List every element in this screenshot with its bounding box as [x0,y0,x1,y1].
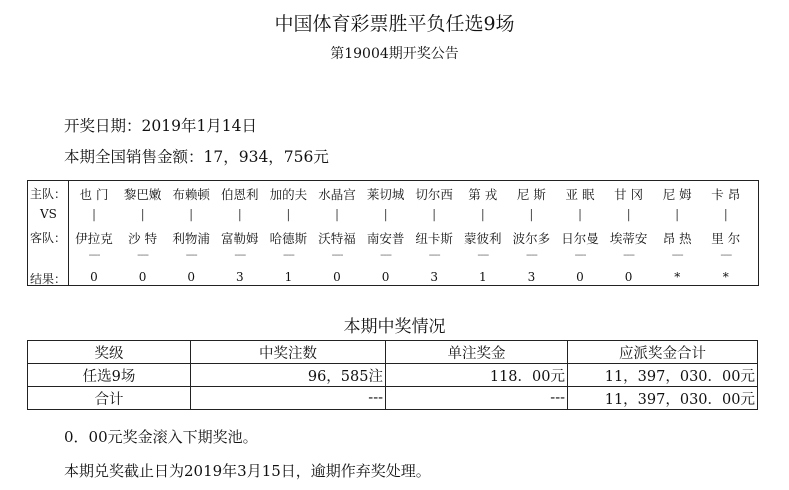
match-column [702,181,750,285]
match-result: 0 [138,270,147,284]
vs-separator: | [189,207,194,221]
winning-bets-cell: 96，585注 [191,364,386,387]
match-column [410,181,458,285]
away-team-name: 南安普 [366,231,405,246]
match-result: 3 [235,270,244,284]
away-team-name: 日尔曼 [561,231,599,246]
match-result: 0 [624,270,633,284]
match-list-box [27,180,759,286]
total-payout-cell: 11，397，030．00元 [568,364,758,387]
away-team-row-label: 客队： [30,231,67,245]
column-header-prize-per-bet: 单注奖金 [386,341,568,364]
dash-separator: ---- [137,248,149,261]
match-column [653,181,701,285]
home-team-name: 亚 眠 [565,187,595,202]
away-team-name: 富勒姆 [221,231,259,246]
dash-separator: ---- [477,248,489,261]
vs-separator: | [432,207,437,221]
home-team-name: 也 门 [79,187,109,202]
match-result: 0 [90,270,98,284]
home-team-name: 切尔西 [415,187,453,202]
away-team-name: 哈德斯 [269,231,308,246]
prize-table [27,340,758,410]
match-column [70,181,118,285]
vs-separator: | [723,207,728,221]
vs-separator: | [140,207,145,221]
match-column [362,181,410,285]
page-title: 中国体育彩票胜平负任选9场 [274,13,515,35]
match-column [556,181,604,285]
home-team-name: 甘 冈 [614,187,644,202]
match-column [313,181,361,285]
match-column [264,181,312,285]
dash-separator: ---- [380,248,392,261]
column-header-winning-bets: 中奖注数 [191,341,386,364]
home-team-name: 莱切城 [366,187,405,202]
match-result: * [722,270,729,284]
prize-table-header-row [28,341,758,364]
away-team-name: 沃特福 [318,231,356,246]
result-row-label: 结果： [30,272,67,286]
dash-separator: ---- [525,248,537,261]
dash-separator: ---- [88,248,100,261]
away-team-name: 利物浦 [172,231,210,246]
match-result: 0 [576,270,584,284]
dash-separator: ---- [574,248,586,261]
rollover-note: 0．00元奖金滚入下期奖池。 [64,428,258,446]
match-column [459,181,507,285]
away-team-name: 伊拉克 [75,231,113,246]
away-team-name: 埃蒂安 [609,231,648,246]
table-row [28,364,758,387]
claim-deadline-note: 本期兑奖截止日为2019年3月15日，逾期作弃奖处理。 [64,462,431,480]
home-team-name: 尼 姆 [662,187,692,202]
vs-separator: | [286,207,291,221]
prize-per-bet-cell: 118．00元 [386,364,568,387]
vs-separator: | [237,207,242,221]
match-column [507,181,555,285]
away-team-name: 蒙彼利 [464,231,502,246]
dash-separator: ---- [623,248,635,261]
dash-separator: ---- [282,248,294,261]
match-result: 1 [284,270,293,284]
prize-level-cell: 任选9场 [28,364,191,387]
match-result: 1 [478,270,487,284]
match-result: 3 [527,270,536,284]
column-header-prize-level: 奖级 [28,341,191,364]
prize-per-bet-cell: --- [386,387,568,410]
vs-separator: | [626,207,631,221]
home-team-name: 卡 昂 [711,187,741,202]
away-team-name: 波尔多 [512,231,551,246]
vs-separator: | [529,207,534,221]
vs-separator: | [91,207,97,221]
dash-separator: ---- [428,248,440,261]
home-team-name: 黎巴嫩 [123,187,162,202]
dash-separator: ---- [331,248,343,261]
match-result: 0 [381,270,390,284]
home-team-name: 加的夫 [269,187,308,202]
match-column [119,181,167,285]
winning-bets-cell: --- [191,387,386,410]
prize-level-cell: 合计 [28,387,191,410]
vs-separator: | [334,207,340,221]
away-team-name: 沙 特 [128,231,158,246]
dash-separator: ---- [720,248,732,261]
vs-separator: | [480,207,485,221]
prize-section-heading: 本期中奖情况 [343,317,446,337]
table-row [28,387,758,410]
match-column [605,181,653,285]
home-team-name: 伯恩利 [221,187,259,202]
vs-separator: | [577,207,583,221]
home-team-name: 布赖顿 [172,187,210,202]
match-column [167,181,215,285]
away-team-name: 昂 热 [662,231,692,246]
dash-separator: ---- [671,248,683,261]
vs-row-label: VS [40,207,57,221]
national-sales-text: 本期全国销售金额：17，934，756元 [64,148,329,166]
match-result: 3 [430,270,438,284]
match-result: * [674,270,681,284]
match-result: 0 [187,270,195,284]
total-payout-cell: 11，397，030．00元 [568,387,758,410]
vs-separator: | [383,207,388,221]
home-team-name: 第 戎 [468,187,498,202]
away-team-name: 里 尔 [711,231,741,246]
column-header-total-payout: 应派奖金合计 [568,341,758,364]
match-column [216,181,264,285]
issue-subtitle: 第19004期开奖公告 [330,46,459,62]
match-result: 0 [333,270,341,284]
dash-separator: ---- [185,248,197,261]
vs-separator: | [675,207,680,221]
away-team-name: 纽卡斯 [415,231,453,246]
draw-date-text: 开奖日期：2019年1月14日 [64,117,258,135]
label-column-divider [68,181,69,285]
home-team-name: 尼 斯 [516,187,546,202]
home-team-name: 水晶宫 [318,187,356,202]
home-team-row-label: 主队： [30,187,67,201]
dash-separator: ---- [234,248,246,261]
